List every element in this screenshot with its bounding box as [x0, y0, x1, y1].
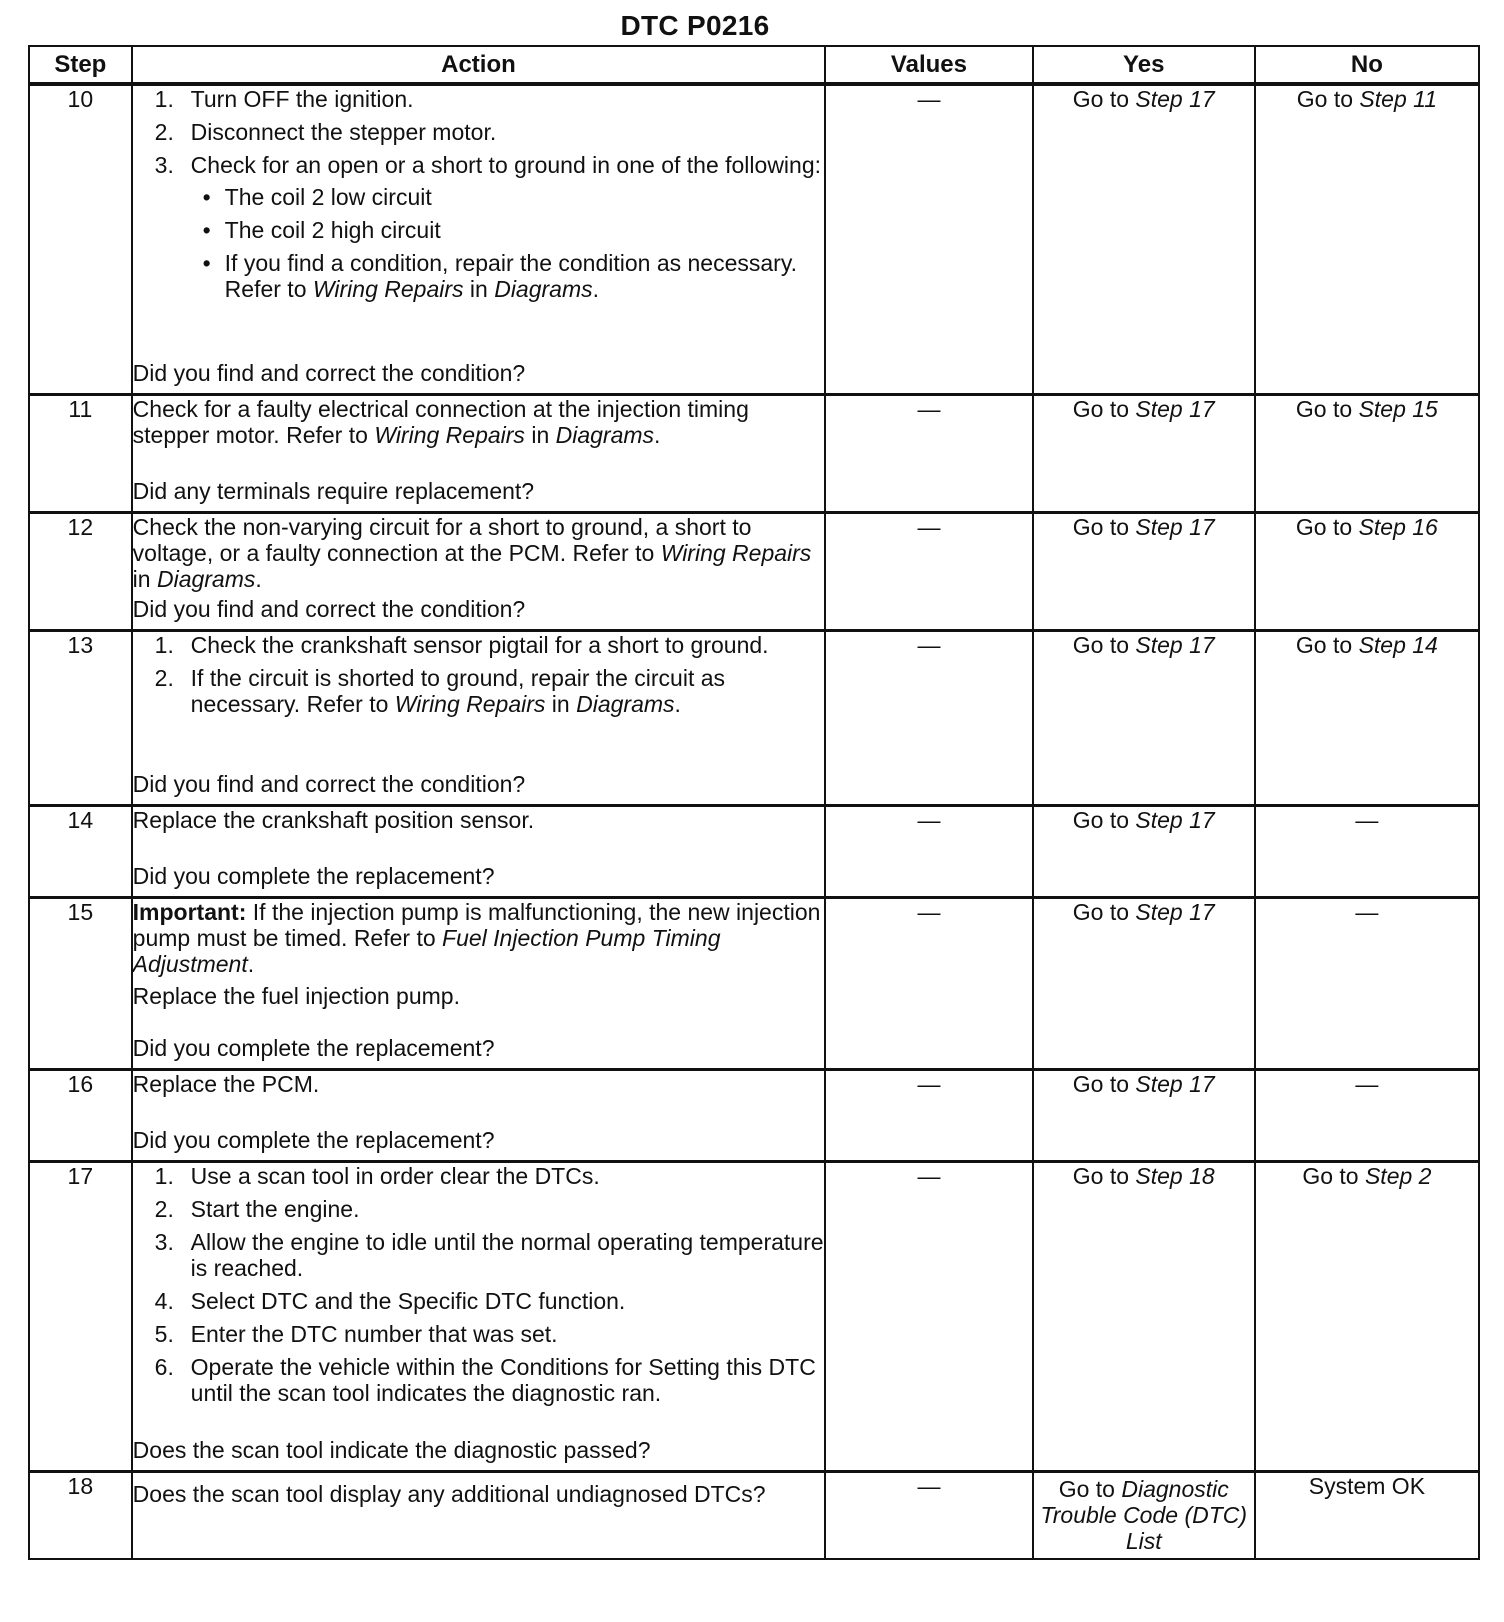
- action-item: 4. Select DTC and the Specific DTC function.: [154, 1287, 626, 1314]
- table-row: [29, 897, 1479, 1069]
- action-item: 2. If the circuit is shorted to ground, repair the circuit as necessary. Refer to Wiring Repairs in Diagrams.: [154, 664, 726, 717]
- action-cell: [132, 1161, 826, 1471]
- table-row: [29, 630, 1479, 805]
- header-step: Step: [29, 46, 132, 84]
- yes-step-link[interactable]: Step 17: [1135, 806, 1215, 833]
- diagnostic-table: [28, 45, 1480, 1560]
- table-header-row: [29, 46, 1479, 84]
- yes-cell: Go to Step 17: [1033, 394, 1255, 512]
- action-text: Replace the fuel injection pump.: [132, 982, 460, 1009]
- yes-cell: Go to Diagnostic Trouble Code (DTC) List: [1033, 1471, 1255, 1559]
- values-cell: —: [825, 630, 1032, 805]
- action-item: 2. Start the engine.: [154, 1195, 360, 1222]
- yes-step-link[interactable]: Step 17: [1135, 631, 1215, 658]
- action-cell: [132, 1069, 826, 1161]
- yes-cell: Go to Step 18: [1033, 1161, 1255, 1471]
- action-item: 1. Turn OFF the ignition.: [154, 86, 414, 112]
- action-item: 1. Use a scan tool in order clear the DTCs.: [154, 1162, 600, 1189]
- header-no: No: [1255, 46, 1479, 84]
- step-number: 12: [29, 512, 132, 630]
- action-item: 3. Allow the engine to idle until the normal operating temperature is reached.: [154, 1228, 824, 1281]
- action-item: 2. Disconnect the stepper motor.: [154, 119, 497, 145]
- yes-step-link[interactable]: Step 17: [1135, 513, 1215, 540]
- values-cell: —: [825, 394, 1032, 512]
- yes-diagnostic-link[interactable]: Diagnostic Trouble Code (DTC) List: [1040, 1476, 1248, 1555]
- yes-cell: Go to Step 17: [1033, 630, 1255, 805]
- bullet-item: • If you find a condition, repair the condition as necessary. Refer to Wiring Repairs in Diagrams.: [191, 250, 825, 302]
- values-cell: —: [825, 84, 1032, 394]
- action-cell: [132, 1471, 826, 1559]
- action-cell: [132, 84, 826, 394]
- page-title: DTC P0216: [620, 10, 770, 41]
- header-values: Values: [825, 46, 1032, 84]
- step-number: 17: [29, 1161, 132, 1471]
- no-step-link[interactable]: Step 11: [1359, 86, 1438, 112]
- no-cell: Go to Step 14: [1255, 630, 1479, 805]
- yes-step-link[interactable]: Step 17: [1135, 395, 1215, 422]
- action-item: 1. Check the crankshaft sensor pigtail for a short to ground.: [154, 631, 769, 658]
- values-cell: —: [825, 1069, 1032, 1161]
- yes-step-link[interactable]: Step 17: [1135, 86, 1215, 112]
- step-number: 10: [29, 84, 132, 394]
- no-step-link[interactable]: Step 15: [1358, 395, 1438, 422]
- no-step-link[interactable]: Step 2: [1364, 1162, 1432, 1189]
- action-item: 3. Check for an open or a short to ground in one of the following: • The coil 2 low circuit • The coil 2 high circuit • If you find a condition, repair the condition as necessary. Refer to Wiring Repairs in Diagrams.: [133, 152, 825, 302]
- no-cell: Go to Step 15: [1255, 394, 1479, 512]
- action-cell: [132, 394, 826, 512]
- step-number: 18: [29, 1471, 132, 1559]
- no-cell: Go to Step 11: [1255, 84, 1479, 394]
- action-text: Check the non-varying circuit for a short to ground, a short to voltage, or a faulty connection at the PCM. Refer to Wiring Repairs in Diagrams.: [132, 513, 812, 592]
- table-row: [29, 84, 1479, 394]
- action-item: 5. Enter the DTC number that was set.: [154, 1320, 558, 1347]
- values-cell: —: [825, 805, 1032, 897]
- yes-cell: Go to Step 17: [1033, 897, 1255, 1069]
- no-cell: —: [1255, 897, 1479, 1069]
- yes-cell: Go to Step 17: [1033, 84, 1255, 394]
- no-cell: —: [1255, 805, 1479, 897]
- table-row: [29, 512, 1479, 630]
- step-number: 11: [29, 394, 132, 512]
- yes-step-link[interactable]: Step 18: [1135, 1162, 1215, 1189]
- no-cell: Go to Step 16: [1255, 512, 1479, 630]
- action-cell: [132, 897, 826, 1069]
- values-cell: —: [825, 897, 1032, 1069]
- step-number: 15: [29, 897, 132, 1069]
- action-text: Check for a faulty electrical connection at the injection timing stepper motor. Refer to Wiring Repairs in Diagrams.: [132, 395, 749, 448]
- values-cell: —: [825, 1161, 1032, 1471]
- yes-cell: Go to Step 17: [1033, 512, 1255, 630]
- bullet-item: • The coil 2 low circuit: [191, 184, 825, 210]
- action-text: Does the scan tool display any additional undiagnosed DTCs?: [132, 1480, 766, 1507]
- bullet-item: • The coil 2 high circuit: [191, 217, 825, 243]
- no-cell: —: [1255, 1069, 1479, 1161]
- header-yes: Yes: [1033, 46, 1255, 84]
- action-item: 6. Operate the vehicle within the Conditions for Setting this DTC until the scan tool indicates the diagnostic ran.: [154, 1353, 816, 1406]
- yes-step-link[interactable]: Step 17: [1135, 898, 1215, 925]
- action-question: Did you complete the replacement?: [132, 862, 495, 889]
- no-cell: Go to Step 2: [1255, 1161, 1479, 1471]
- no-step-link[interactable]: Step 14: [1358, 631, 1438, 658]
- no-cell: System OK: [1255, 1471, 1479, 1559]
- action-cell: [132, 805, 826, 897]
- important-note: Important: If the injection pump is malfunctioning, the new injection pump must be timed. Refer to Fuel Injection Pump Timing Adjustment.: [132, 898, 821, 977]
- header-action: Action: [132, 46, 826, 84]
- step-number: 14: [29, 805, 132, 897]
- step-number: 16: [29, 1069, 132, 1161]
- step-number: 13: [29, 630, 132, 805]
- yes-cell: Go to Step 17: [1033, 1069, 1255, 1161]
- action-text: Replace the crankshaft position sensor.: [132, 806, 535, 833]
- action-question: Did you complete the replacement?: [132, 1126, 495, 1153]
- no-step-link[interactable]: Step 16: [1358, 513, 1438, 540]
- table-row: [29, 1471, 1479, 1559]
- action-text: Replace the PCM.: [132, 1070, 320, 1097]
- action-question: Did any terminals require replacement?: [132, 477, 535, 504]
- table-row: [29, 394, 1479, 512]
- table-row: [29, 805, 1479, 897]
- yes-step-link[interactable]: Step 17: [1135, 1070, 1215, 1097]
- action-question: Does the scan tool indicate the diagnostic passed?: [132, 1436, 651, 1463]
- action-question: Did you find and correct the condition?: [132, 770, 526, 797]
- action-cell: [132, 630, 826, 805]
- action-question: Did you complete the replacement?: [132, 1034, 495, 1061]
- table-row: [29, 1069, 1479, 1161]
- action-question: Did you find and correct the condition?: [132, 595, 526, 622]
- table-row: [29, 1161, 1479, 1471]
- values-cell: —: [825, 512, 1032, 630]
- action-question: Did you find and correct the condition?: [132, 360, 526, 386]
- action-cell: [132, 512, 826, 630]
- yes-cell: Go to Step 17: [1033, 805, 1255, 897]
- values-cell: —: [825, 1471, 1032, 1559]
